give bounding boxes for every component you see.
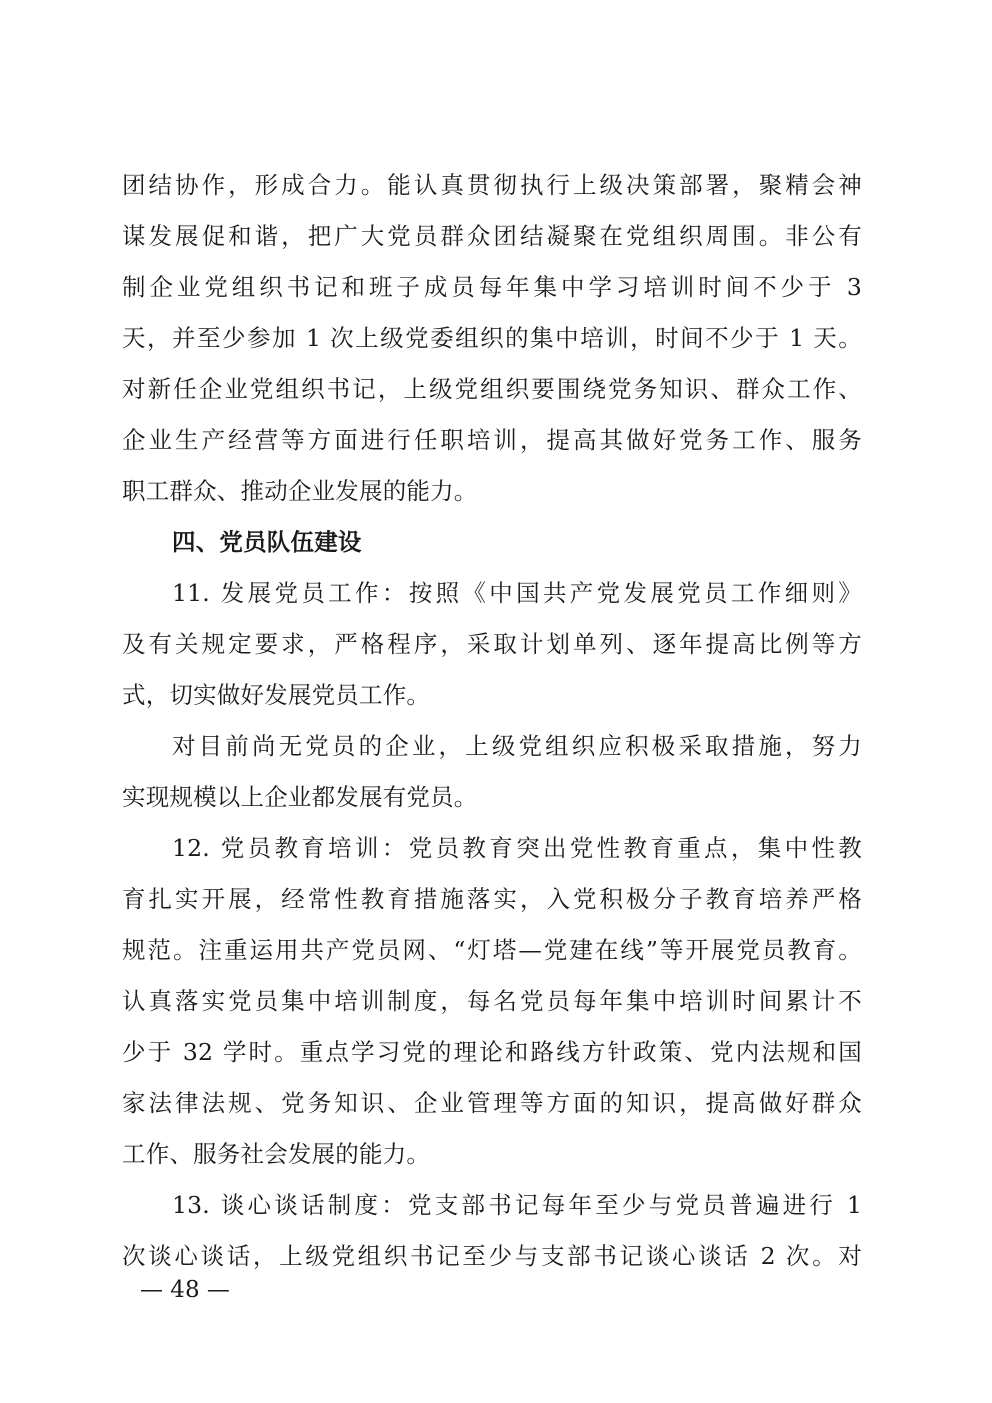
page-number: — 48 — <box>140 1277 230 1303</box>
paragraph-line: 11. 发展党员工作：按照《中国共产党发展党员工作细则》 <box>172 579 862 607</box>
paragraph-line: 职工群众、推动企业发展的能力。 <box>122 477 478 505</box>
paragraph-line: 团结协作，形成合力。能认真贯彻执行上级决策部署，聚精会神 <box>122 171 862 199</box>
paragraph-line: 育扎实开展，经常性教育措施落实，入党积极分子教育培养严格 <box>122 885 862 913</box>
paragraph-line: 式，切实做好发展党员工作。 <box>122 681 431 709</box>
paragraph-line: 天，并至少参加 1 次上级党委组织的集中培训，时间不少于 1 天。 <box>122 324 862 352</box>
paragraph-line: 少于 32 学时。重点学习党的理论和路线方针政策、党内法规和国 <box>122 1038 862 1066</box>
body-text <box>122 160 862 1282</box>
paragraph-line: 对目前尚无党员的企业，上级党组织应积极采取措施，努力 <box>172 732 862 760</box>
paragraph-line: 12. 党员教育培训：党员教育突出党性教育重点，集中性教 <box>172 834 862 862</box>
paragraph-line: 制企业党组织书记和班子成员每年集中学习培训时间不少于 3 <box>122 273 862 301</box>
paragraph-line: 实现规模以上企业都发展有党员。 <box>122 783 478 811</box>
paragraph-line: 家法律法规、党务知识、企业管理等方面的知识，提高做好群众 <box>122 1089 862 1117</box>
section-heading: 四、党员队伍建设 <box>172 528 362 556</box>
paragraph-line: 及有关规定要求，严格程序，采取计划单列、逐年提高比例等方 <box>122 630 862 658</box>
paragraph-line: 企业生产经营等方面进行任职培训，提高其做好党务工作、服务 <box>122 426 862 454</box>
paragraph-line: 谋发展促和谐，把广大党员群众团结凝聚在党组织周围。非公有 <box>122 222 862 250</box>
paragraph-line: 13. 谈心谈话制度：党支部书记每年至少与党员普遍进行 1 <box>172 1191 862 1219</box>
paragraph-line: 次谈心谈话，上级党组织书记至少与支部书记谈心谈话 2 次。对 <box>122 1242 862 1270</box>
paragraph-line: 对新任企业党组织书记，上级党组织要围绕党务知识、群众工作、 <box>122 375 862 403</box>
paragraph-line: 认真落实党员集中培训制度，每名党员每年集中培训时间累计不 <box>122 987 862 1015</box>
paragraph-line: 规范。注重运用共产党员网、“灯塔—党建在线”等开展党员教育。 <box>122 936 862 964</box>
paragraph-line: 工作、服务社会发展的能力。 <box>122 1140 431 1168</box>
